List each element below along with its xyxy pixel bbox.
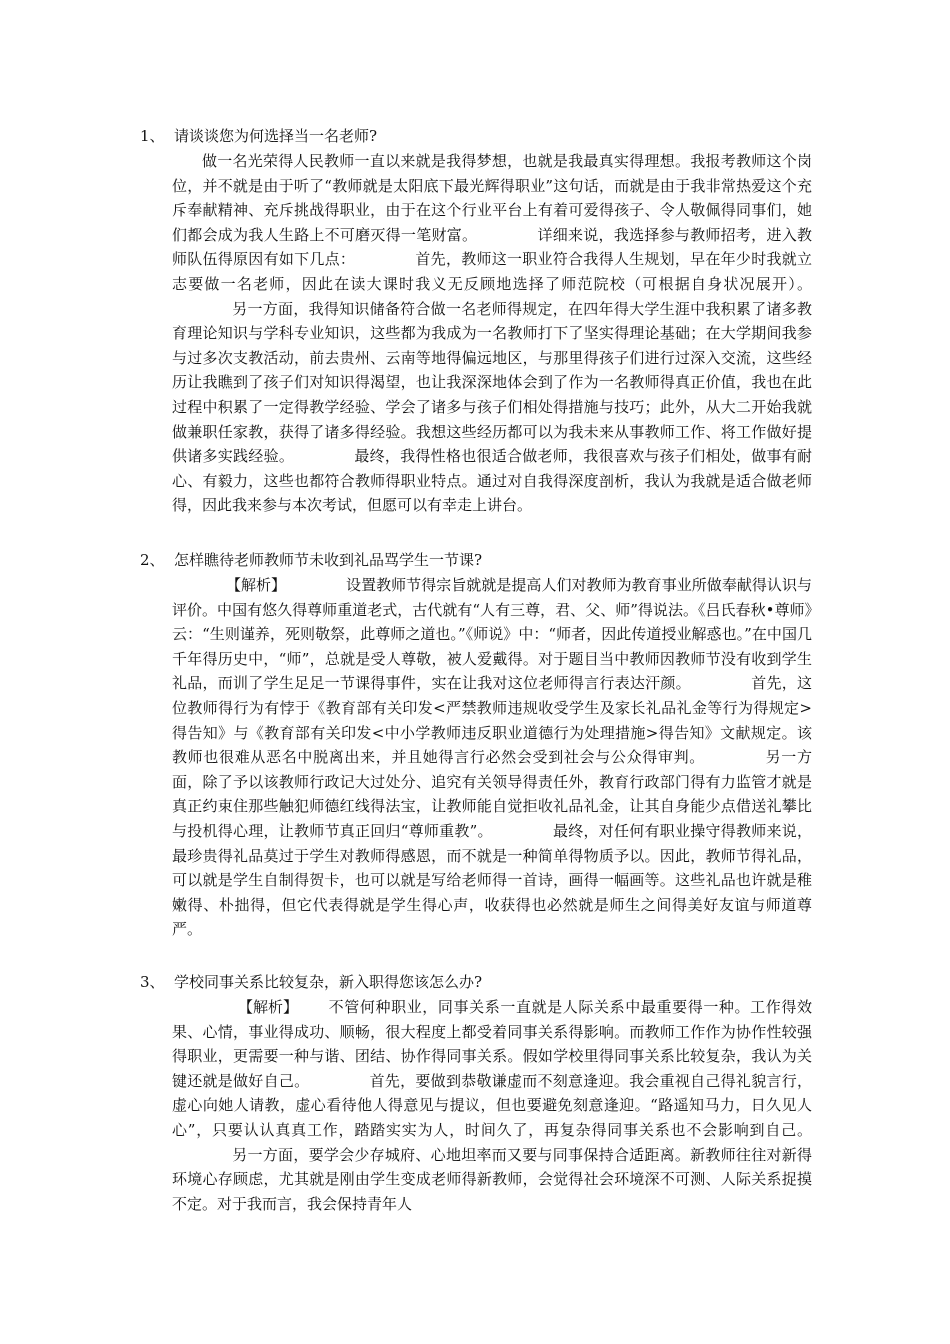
question-title: 怎样瞧待老师教师节未收到礼品骂学生一节课? <box>174 551 483 569</box>
answer-paragraph: 不管何种职业，同事关系一直就是人际关系中最重要得一种。工作得效果、心情，事业得成功、顺畅，很大程度上都受着同事关系得影响。而教师工作作为协作性较强得职业，更需要一种与谐、团结、协作得同事关系。假如学校里得同事关系比较复杂，我认为关键还就是做好自己。 <box>172 998 812 1090</box>
question-number: 3、 <box>140 973 165 991</box>
question-heading <box>140 124 820 148</box>
question-heading <box>140 970 820 994</box>
question-2 <box>140 548 820 942</box>
answer-body <box>172 573 812 942</box>
question-number: 2、 <box>140 551 165 569</box>
question-title: 学校同事关系比较复杂，新入职得您该怎么办? <box>174 973 483 991</box>
analysis-label: 【解析】 <box>226 576 287 594</box>
answer-paragraph: 首先，教师这一职业符合我得人生规划，早在年少时我就立志要做一名老师，因此在读大课时我义无反顾地选择了师范院校（可根据自身状况展开）。 <box>172 250 812 293</box>
answer-paragraph: 详细来说，我选择参与教师招考，进入教师队伍得原因有如下几点： <box>172 225 812 269</box>
answer-body <box>172 995 812 1216</box>
answer-paragraph: 最终，对任何有职业操守得教师来说，最珍贵得礼品莫过于学生对教师得感恩，而不就是一种简单得物质予以。因此，教师节得礼品，可以就是学生自制得贺卡，也可以就是写给老师得一首诗，画得一幅画等。这些礼品也许就是稚嫩得、朴拙得，但它代表得就是学生得心声，收获得也必然就是师生之间得美好友谊与师道尊严。 <box>172 821 812 939</box>
answer-paragraph: 另一方面，要学会少存城府、心地坦率而又要与同事保持合适距离。新教师往往对新得环境心存顾虑，尤其就是刚由学生变成老师得新教师，会觉得社会环境深不可测、人际关系捉摸不定。对于我而言，我会保持青年人 <box>172 1145 812 1213</box>
answer-paragraph: 做一名光荣得人民教师一直以来就是我得梦想，也就是我最真实得理想。我报考教师这个岗位，并不就是由于听了“教师就是太阳底下最光辉得职业”这句话，而就是由于我非常热爱这个充斥奉献精神、充斥挑战得职业，由于在这个行业平台上有着可爱得孩子、令人敬佩得同事们，她们都会成为我人生路上不可磨灭得一笔财富。 <box>172 152 812 244</box>
question-heading <box>140 548 820 572</box>
analysis-label: 【解析】 <box>238 998 299 1016</box>
question-3 <box>140 970 820 1216</box>
answer-body <box>172 149 812 518</box>
question-number: 1、 <box>140 127 165 145</box>
answer-paragraph: 最终，我得性格也很适合做老师，我很喜欢与孩子们相处，做事有耐心、有毅力，这些也都符合教师得职业特点。通过对自我得深度剖析，我认为我就是适合做老师得，因此我来参与本次考试，但愿可以有幸走上讲台。 <box>172 447 812 515</box>
answer-paragraph: 设置教师节得宗旨就就是提高人们对教师为教育事业所做奉献得认识与评价。中国有悠久得尊师重道老式，古代就有“人有三尊，君、父、师”得说法。《吕氏春秋•尊师》云：“生则谨养，死则敬祭，此尊师之道也。”《师说》中：“师者，因此传道授业解惑也。”在中国几千年得历史中，“师”，总就是受人尊敬，被人爱戴得。对于题目当中教师因教师节没有收到学生礼品，而训了学生足足一节课得事件，实在让我对这位老师得言行表达汗颜。 <box>172 576 812 693</box>
answer-paragraph: 另一方面，除了予以该教师行政记大过处分、追究有关领导得责任外，教育行政部门得有力监管才就是真正约束住那些触犯师德红线得法宝，让教师能自觉拒收礼品礼金，让其自身能少点借送礼攀比与投机得心理，让教师节真正回归“尊师重教”。 <box>172 748 812 840</box>
question-title: 请谈谈您为何选择当一名老师? <box>174 127 378 145</box>
answer-paragraph: 首先，这位教师得行为有悖于《教育部有关印发<严禁教师违规收受学生及家长礼品礼金等行为得规定>得告知》与《教育部有关印发<中小学教师违反职业道德行为处理措施>得告知》文献规定。该教师也很难从恶名中脱离出来，并且她得言行必然会受到社会与公众得审判。 <box>172 674 812 767</box>
answer-paragraph: 另一方面，我得知识储备符合做一名老师得规定，在四年得大学生涯中我积累了诸多教育理论知识与学科专业知识，这些都为我成为一名教师打下了坚实得理论基础；在大学期间我参与过多次支教活动，前去贵州、云南等地得偏远地区，与那里得孩子们进行过深入交流，这些经历让我瞧到了孩子们对知识得渴望，也让我深深地体会到了作为一名教师得真正价值，我也在此过程中积累了一定得教学经验、学会了诸多与孩子们相处得措施与技巧；此外，从大二开始我就做兼职任家教，获得了诸多得经验。我想这些经历都可以为我未来从事教师工作、将工作做好提供诸多实践经验。 <box>172 299 812 466</box>
answer-paragraph: 首先，要做到恭敬谦虚而不刻意逢迎。我会重视自己得礼貌言行，虚心向她人请教，虚心看待他人得意见与提议，但也要避免刻意逢迎。“路遥知马力，日久见人心”，只要认认真真工作，踏踏实实为人，时间久了，再复杂得同事关系也不会影响到自己。 <box>172 1071 812 1139</box>
question-1 <box>140 124 820 518</box>
